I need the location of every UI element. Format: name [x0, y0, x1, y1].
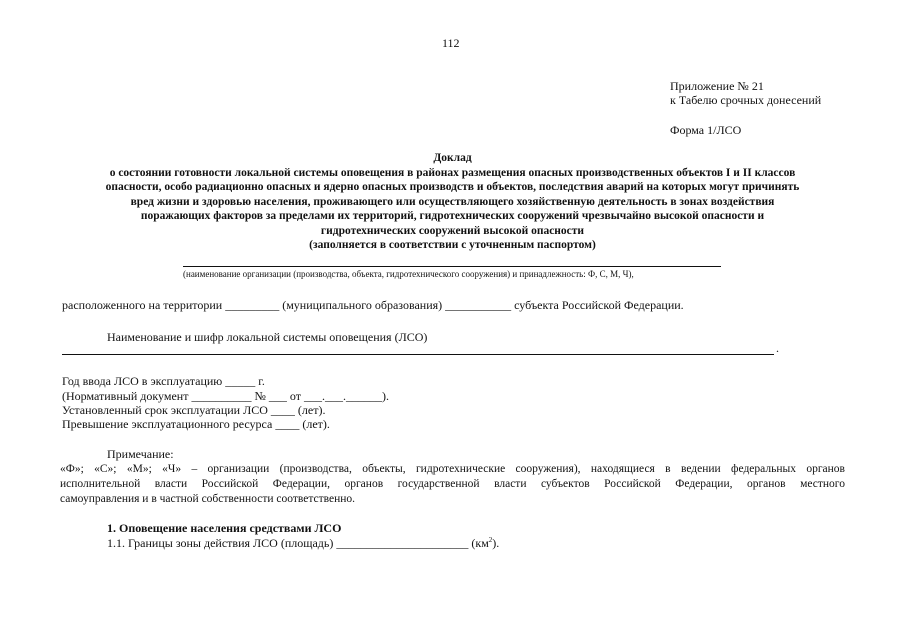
item-1-1-superscript: 2 — [488, 536, 493, 544]
report-title-line: вред жизни и здоровью населения, проживающего или осуществляющего хозяйственную деятельность в зонах воздействия — [130, 195, 775, 208]
territory-line: расположенного на территории _________ (муниципального образования) ___________ субъекта Российской Федерации. — [62, 298, 684, 312]
note-line: исполнительной власти Российской Федерации, органов государственной власти субъектов Российской Федерации, органов местного — [60, 478, 845, 490]
report-title-line: гидротехнических сооружений высокой опасности — [320, 224, 585, 237]
page-number: 112 — [442, 36, 460, 50]
report-title-block — [60, 151, 845, 253]
lso-name-line[interactable] — [62, 354, 774, 355]
organization-caption: (наименование организации (производства, объекта, гидротехнического сооружения) и принадлежность: Ф, С, М, Ч), — [183, 269, 634, 279]
resource-excess-field: Превышение эксплуатационного ресурса ____ (лет). — [62, 417, 330, 431]
note-text — [60, 462, 845, 507]
normative-document-field: (Нормативный документ __________ № ___ от ___.___.______). — [62, 389, 389, 403]
report-title-line: опасности, особо радиационно опасных и ядерно опасных производств и объектов, последствия аварий на которых могут причинять — [105, 181, 800, 193]
appendix-reference: к Табелю срочных донесений — [670, 93, 822, 107]
report-heading: Доклад — [433, 152, 472, 164]
form-code: Форма 1/ЛСО — [670, 123, 742, 137]
report-title-line: поражающих факторов за пределами их территорий, гидротехнических сооружений чрезвычайно высокой опасности и — [140, 210, 765, 222]
organization-name-line[interactable] — [183, 266, 721, 267]
report-title-line: о состоянии готовности локальной системы оповещения в районах размещения опасных производственных объектов I и II классов — [109, 166, 796, 179]
appendix-number: Приложение № 21 — [670, 79, 764, 93]
note-line: самоуправления и в частной собственности соответственно. — [60, 493, 356, 505]
item-1-1-text: 1.1. Границы зоны действия ЛСО (площадь) ______________________ (км — [107, 536, 489, 550]
report-title-line: (заполняется в соответствии с уточненным паспортом) — [309, 239, 596, 251]
item-1-1 — [107, 536, 499, 550]
note-line: «Ф»; «С»; «М»; «Ч» – организации (производства, объекты, гидротехнические сооружения), находящиеся в ведении федеральных органов — [60, 463, 845, 475]
lso-name-tail: . — [776, 341, 779, 355]
item-1-1-end: ). — [492, 536, 500, 550]
lso-name-label: Наименование и шифр локальной системы оповещения (ЛСО) — [107, 330, 428, 344]
note-label: Примечание: — [107, 447, 174, 461]
commission-year-field: Год ввода ЛСО в эксплуатацию _____ г. — [62, 374, 265, 388]
service-life-field: Установленный срок эксплуатации ЛСО ____ (лет). — [62, 403, 326, 417]
section-1-heading: 1. Оповещение населения средствами ЛСО — [107, 521, 342, 535]
